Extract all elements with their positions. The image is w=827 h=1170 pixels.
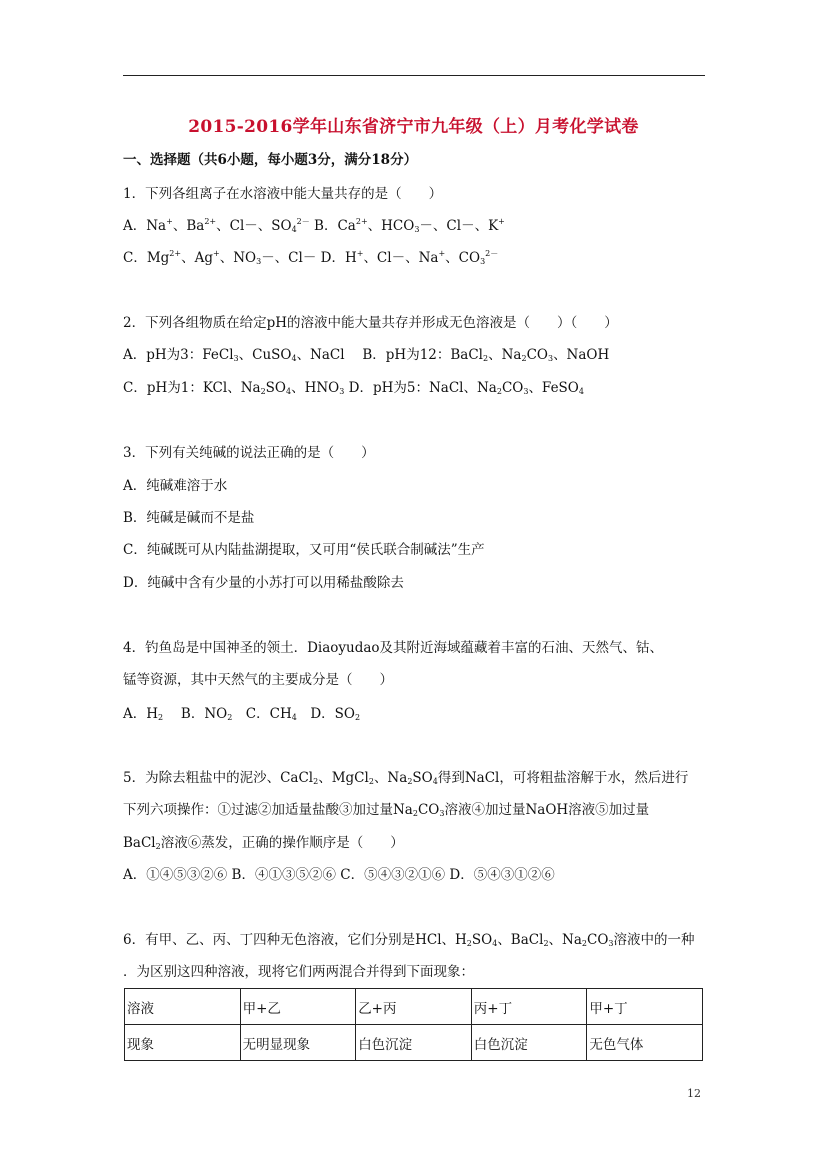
table-cell: 乙+丙 [356, 989, 472, 1025]
table-cell: 现象 [125, 1025, 241, 1061]
table-cell: 甲+乙 [240, 989, 356, 1025]
question-2-stem: 2．下列各组物质在给定pH的溶液中能大量共存并形成无色溶液是（ ）（ ） [123, 315, 618, 331]
table-cell: 丙+丁 [471, 989, 587, 1025]
table-cell: 无色气体 [587, 1025, 703, 1061]
question-4-options: A．$H_2$ B．$NO_2$ C．$CH_4$ D．$SO_2$ [123, 706, 361, 722]
question-5-stem-line1: 5．为除去粗盐中的泥沙、CaCl$_2$、MgCl$_2$、$Na_2SO_4$得到NaCl，可将粗盐溶解于水，然后进行 [123, 770, 689, 786]
question-4-stem-line2: 锰等资源，其中天然气的主要成分是（ ） [123, 672, 393, 688]
question-5-stem-line3: BaCl$_2$溶液⑥蒸发，正确的操作顺序是（ ） [123, 835, 404, 851]
question-3-option-d: D．纯碱中含有少量的小苏打可以用稀盐酸除去 [123, 575, 404, 591]
question-1-options-ab: A．Na+、$Ba^{2+}$、Cl－、$SO_4^{2-}$ B．$Ca^{2+}$、$HCO_3-$、Cl－、K+ [123, 217, 505, 234]
question-2-options-ab: A．pH为3：FeCl$_3$、CuSO$_4$、NaCl B．pH为12：BaCl$_2$、$Na_2CO_3$、NaOH [123, 347, 610, 363]
question-6-stem-line2: ．为区别这四种溶液，现将它们两两混合并得到下面现象： [123, 964, 474, 980]
header-rule [123, 75, 705, 76]
question-1-options-cd: C．$Mg^{2+}$、Ag+、$NO_3-$、Cl－ D．H+、Cl－、Na+、$CO_3^{2-}$ [123, 249, 499, 266]
table-cell: 白色沉淀 [471, 1025, 587, 1061]
question-3-option-a: A．纯碱难溶于水 [123, 478, 228, 494]
table-cell: 白色沉淀 [356, 1025, 472, 1061]
question-3-stem: 3．下列有关纯碱的说法正确的是（ ） [123, 445, 375, 461]
table-cell: 甲+丁 [587, 989, 703, 1025]
question-3-option-b: B．纯碱是碱而不是盐 [123, 510, 255, 526]
question-4-stem-line1: 4．钓鱼岛是中国神圣的领土．Diaoyudao及其附近海域蕴藏着丰富的石油、天然气、钴、 [123, 640, 664, 656]
page-number: 12 [687, 1087, 701, 1100]
question-6-stem-line1: 6．有甲、乙、丙、丁四种无色溶液，它们分别是HCl、$H_2SO_4$、BaCl$_2$、$Na_2CO_3$溶液中的一种 [123, 932, 695, 948]
table-cell: 无明显现象 [240, 1025, 356, 1061]
observation-table [124, 988, 703, 1061]
table-row [125, 1025, 703, 1061]
page-title: 2015-2016学年山东省济宁市九年级（上）月考化学试卷 [188, 117, 639, 137]
table-cell: 溶液 [125, 989, 241, 1025]
question-5-options: A．①④⑤③②⑥ B．④①③⑤②⑥ C．⑤④③②①⑥ D．⑤④③①②⑥ [123, 867, 555, 883]
question-3-option-c: C．纯碱既可从内陆盐湖提取，又可用“侯氏联合制碱法”生产 [123, 542, 485, 558]
section-heading: 一、选择题（共6小题，每小题3分，满分18分） [123, 152, 418, 168]
question-1-stem: 1．下列各组离子在水溶液中能大量共存的是（ ） [123, 186, 443, 202]
question-2-options-cd: C．pH为1：KCl、$Na_2SO_4$、$HNO_3$ D．pH为5：NaCl、$Na_2CO_3$、FeSO$_4$ [123, 380, 584, 396]
question-5-stem-line2: 下列六项操作：①过滤②加适量盐酸③加过量$Na_2CO_3$溶液④加过量NaOH溶液⑤加过量 [123, 802, 650, 818]
table-header-row [125, 989, 703, 1025]
